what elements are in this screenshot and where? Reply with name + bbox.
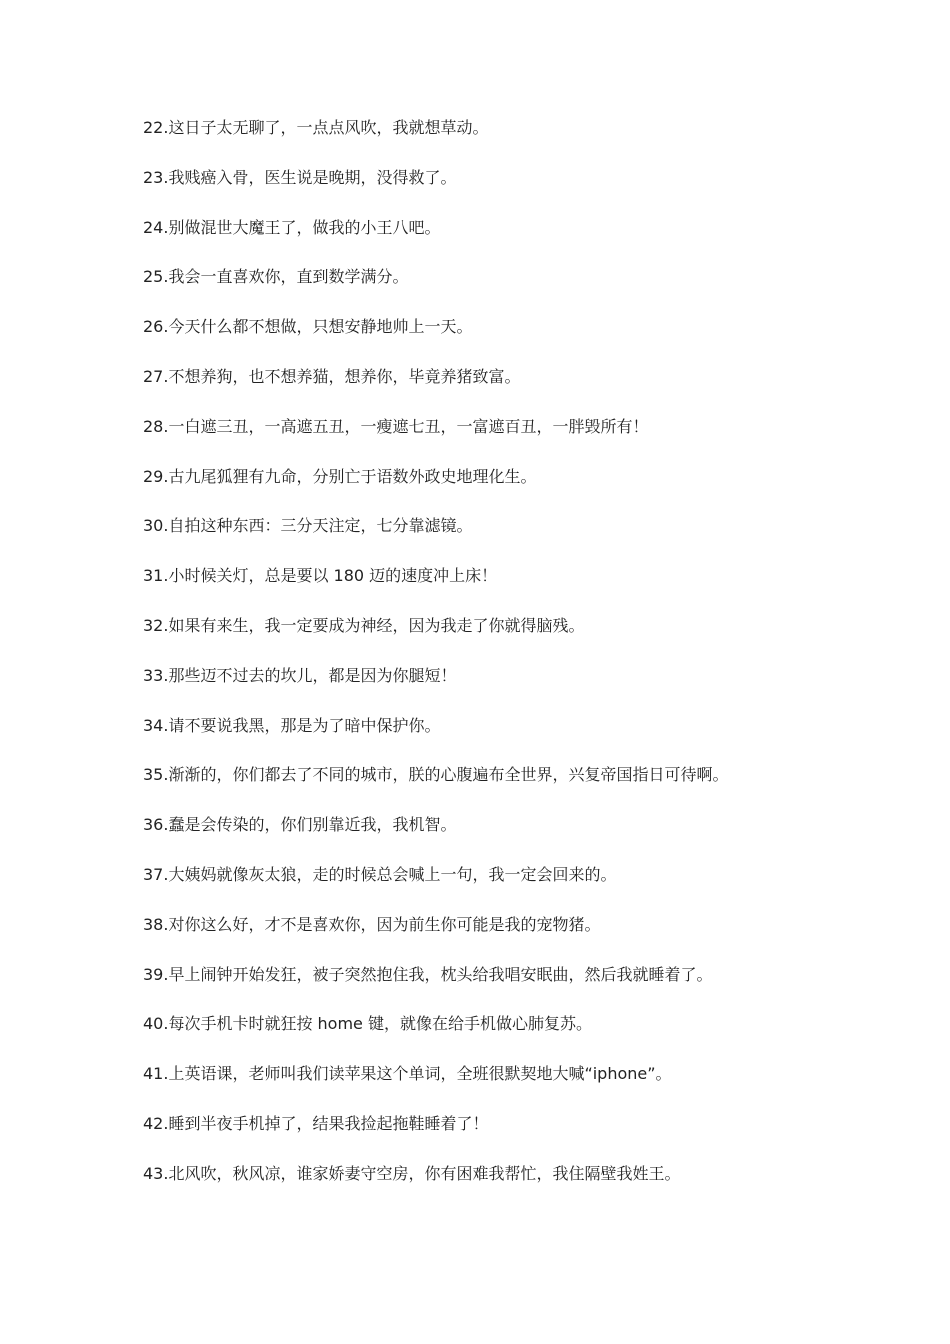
list-item: 32.如果有来生，我一定要成为神经，因为我走了你就得脑残。 — [143, 615, 585, 635]
list-item: 42.睡到半夜手机掉了，结果我捡起拖鞋睡着了！ — [143, 1113, 489, 1133]
list-item: 30.自拍这种东西：三分天注定，七分靠滤镜。 — [143, 516, 473, 536]
list-item: 27.不想养狗，也不想养猫，想养你，毕竟养猪致富。 — [143, 366, 521, 386]
list-item: 23.我贱癌入骨，医生说是晚期，没得救了。 — [143, 167, 457, 187]
list-item: 43.北风吹，秋风凉，谁家娇妻守空房，你有困难我帮忙，我住隔壁我姓王。 — [143, 1163, 681, 1183]
list-item: 36.蠢是会传染的，你们别靠近我，我机智。 — [143, 815, 457, 835]
list-item: 22.这日子太无聊了，一点点风吹，我就想草动。 — [143, 118, 489, 137]
list-item: 33.那些迈不过去的坎儿，都是因为你腿短！ — [143, 665, 457, 685]
list-item: 40.每次手机卡时就狂按 home 键，就像在给手机做心肺复苏。 — [143, 1014, 592, 1034]
list-item: 34.请不要说我黑，那是为了暗中保护你。 — [143, 715, 441, 735]
list-item: 31.小时候关灯，总是要以 180 迈的速度冲上床！ — [143, 566, 498, 586]
list-item: 37.大姨妈就像灰太狼，走的时候总会喊上一句，我一定会回来的。 — [143, 864, 617, 884]
list-item: 39.早上闹钟开始发狂，被子突然抱住我，枕头给我唱安眠曲，然后我就睡着了。 — [143, 964, 713, 984]
list-item: 24.别做混世大魔王了，做我的小王八吧。 — [143, 217, 441, 237]
list-item: 35.渐渐的，你们都去了不同的城市，朕的心腹遍布全世界，兴复帝国指日可待啊。 — [143, 765, 729, 785]
list-item: 41.上英语课，老师叫我们读苹果这个单词，全班很默契地大喊“iphone”。 — [143, 1064, 672, 1084]
joke-list — [143, 116, 903, 1212]
list-item: 25.我会一直喜欢你，直到数学满分。 — [143, 267, 409, 287]
list-item: 26.今天什么都不想做，只想安静地帅上一天。 — [143, 317, 473, 337]
list-item: 38.对你这么好，才不是喜欢你，因为前生你可能是我的宠物猪。 — [143, 914, 601, 934]
list-item: 28.一白遮三丑，一高遮五丑，一瘦遮七丑，一富遮百丑，一胖毁所有！ — [143, 416, 649, 436]
list-item: 29.古九尾狐狸有九命，分别亡于语数外政史地理化生。 — [143, 466, 537, 486]
